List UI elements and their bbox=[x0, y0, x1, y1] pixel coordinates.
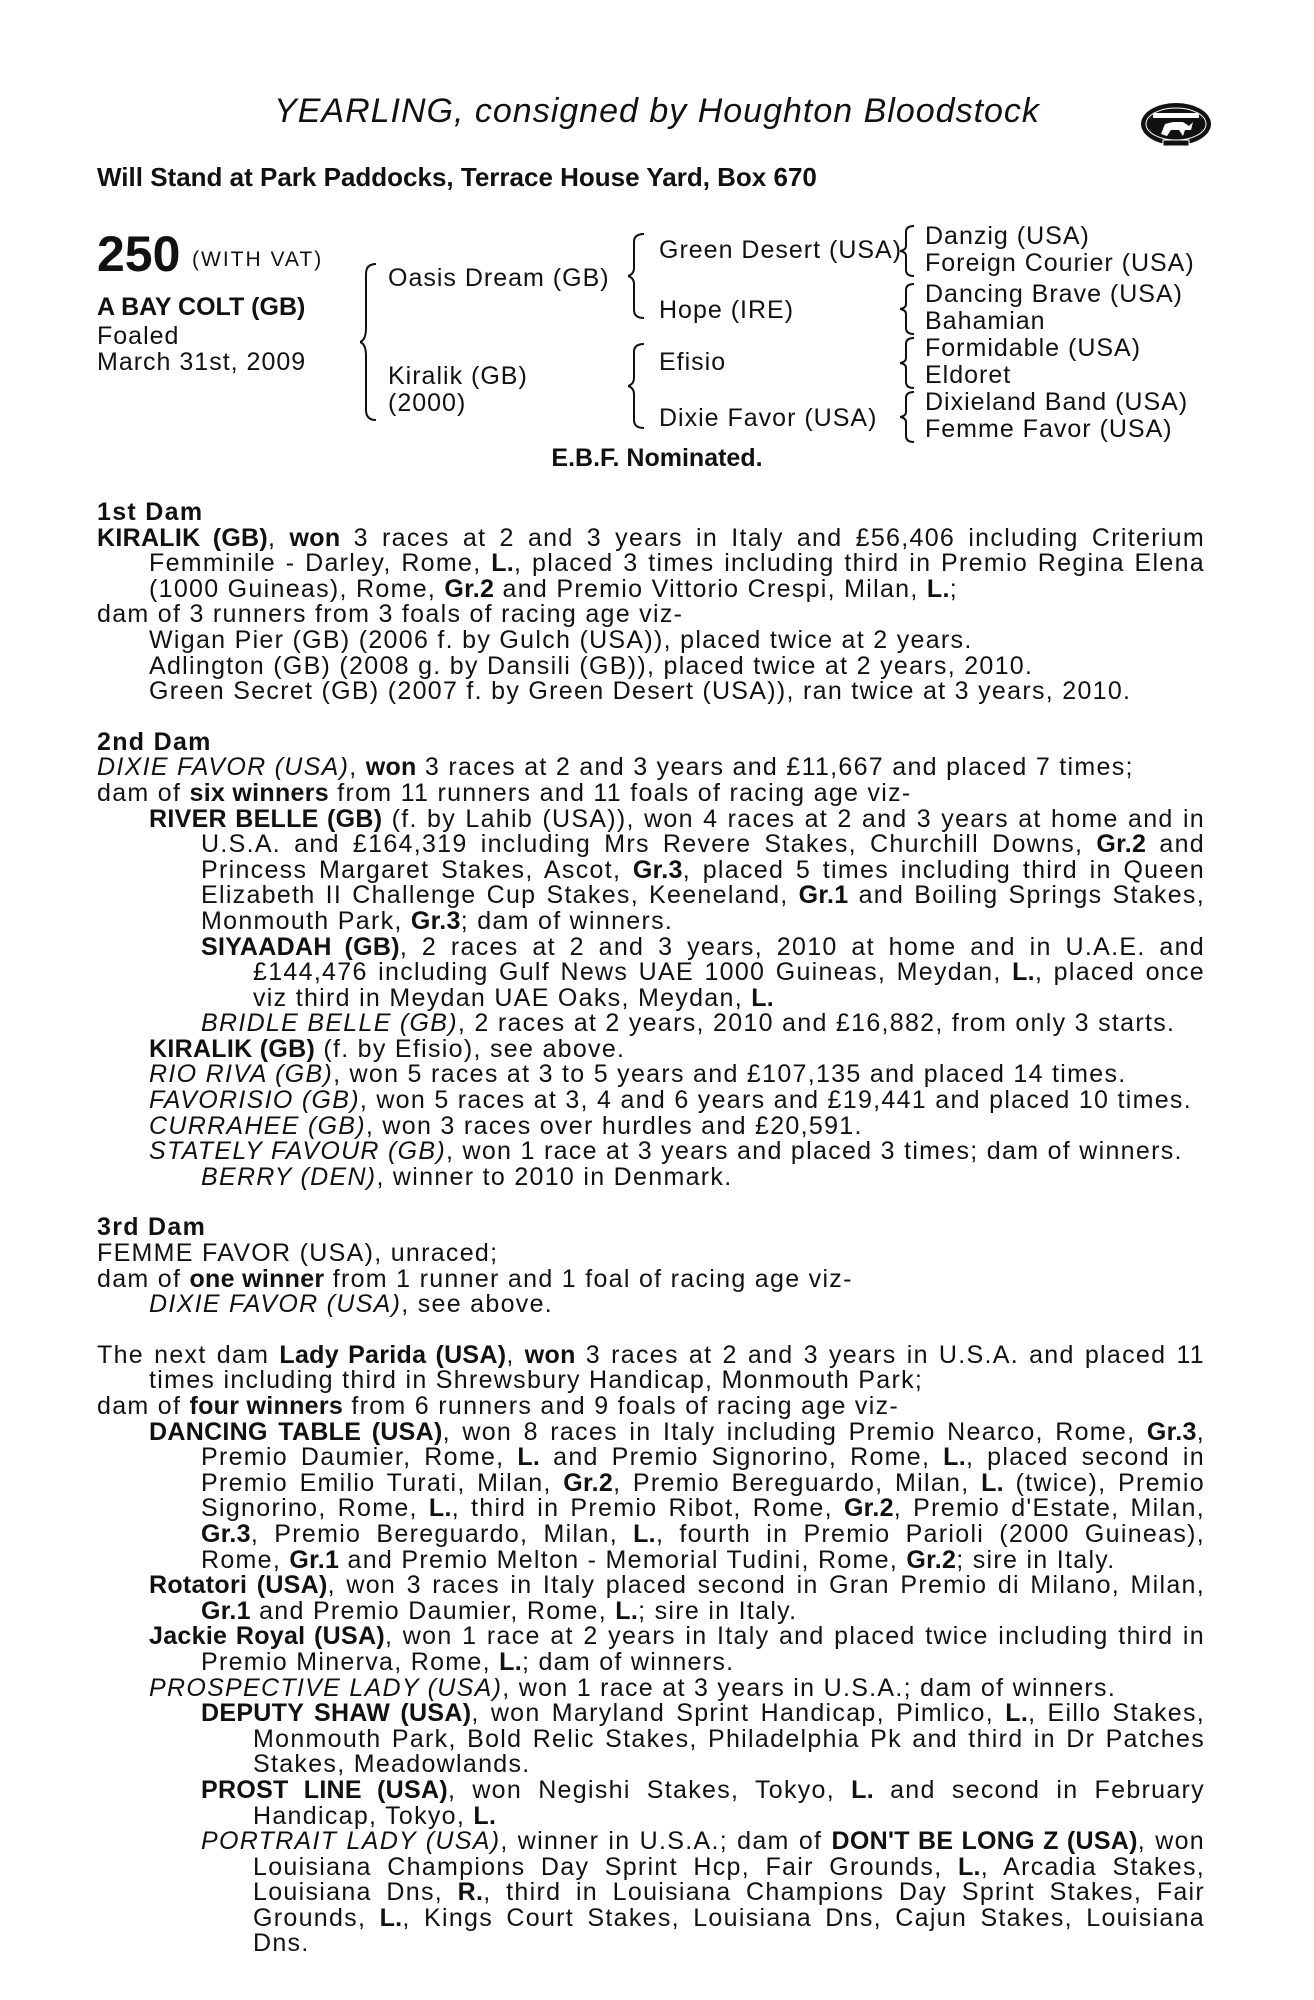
won-label: won bbox=[289, 523, 341, 552]
produce-item bbox=[97, 1292, 1205, 1318]
second-dam-title: 2nd Dam bbox=[97, 727, 212, 756]
record-text: , won 1 race at 3 years in U.S.A.; dam of winners. bbox=[502, 1673, 1117, 1702]
pedigree-dam-year: (2000) bbox=[388, 389, 467, 417]
produce-item bbox=[97, 1088, 1205, 1114]
produce-item bbox=[97, 1417, 1205, 1574]
first-dam-record: KIRALIK (GB), won 3 races at 2 and 3 years in Italy and £56,406 including Criterium Femminile - Darley, Rome, L., placed 3 times including third in Premio Regina Elena (1000 Guineas), Rome, Gr.2 and Premio Vittorio Crespi, Milan, L.; bbox=[97, 523, 1206, 603]
listed-mark: L. bbox=[957, 1852, 981, 1881]
horse-name: KIRALIK (GB) bbox=[149, 1034, 316, 1063]
catalogue-body bbox=[97, 500, 1205, 1982]
record-text: , Premio d'Estate, Milan, bbox=[893, 1494, 1205, 1523]
listed-mark: L. bbox=[473, 1801, 497, 1830]
group-mark: Gr.2 bbox=[444, 574, 495, 603]
horse-name: RIO RIVA (GB) bbox=[149, 1060, 334, 1089]
pedigree-brace-ds bbox=[900, 336, 916, 390]
produce-item bbox=[97, 1139, 1205, 1165]
record-text: dam of bbox=[97, 1392, 190, 1420]
record-text: , third in Louisiana Champions Day Sprint Stakes, Fair Grounds, bbox=[253, 1878, 1206, 1932]
record-text: ; sire in Italy. bbox=[956, 1545, 1116, 1574]
record-text: 3 races at 2 and 3 years in U.S.A. and placed 11 times including third in Shrewsbury Handicap, Monmouth Park; bbox=[149, 1340, 1206, 1395]
record-text: , won 3 races over hurdles and £20,591. bbox=[365, 1111, 863, 1140]
foaled-label: Foaled bbox=[97, 322, 180, 350]
pedigree-ddd: Femme Favor (USA) bbox=[925, 415, 1173, 443]
produce-item bbox=[97, 1701, 1205, 1778]
horse-name: DIXIE FAVOR (USA) bbox=[149, 1290, 402, 1319]
listed-mark: L. bbox=[491, 549, 515, 578]
record-text: , won Maryland Sprint Handicap, Pimlico, bbox=[471, 1699, 1006, 1728]
produce-item bbox=[97, 1673, 1205, 1702]
listed-mark: L. bbox=[379, 1903, 403, 1932]
horse-name: Jackie Royal (USA) bbox=[149, 1622, 385, 1651]
group-mark: Gr.1 bbox=[798, 881, 849, 910]
record-text: , bbox=[506, 1340, 525, 1369]
horse-name: SIYAADAH (GB) bbox=[201, 932, 400, 961]
fourth-dam-record bbox=[97, 1340, 1206, 1395]
record-text: , Arcadia Stakes, Louisiana Dns, bbox=[253, 1852, 1205, 1907]
produce-item bbox=[97, 1011, 1205, 1037]
produce-item bbox=[97, 1775, 1205, 1830]
pedigree-dsd: Eldoret bbox=[925, 361, 1012, 389]
group-mark: Gr.2 bbox=[563, 1468, 614, 1497]
produce-item bbox=[97, 1162, 1205, 1191]
horse-name: DANCING TABLE (USA) bbox=[149, 1417, 443, 1446]
second-dam-record: DIXIE FAVOR (USA), won 3 races at 2 and 3 years and £11,667 and placed 7 times; bbox=[97, 753, 1134, 782]
first-dam-title: 1st Dam bbox=[97, 498, 204, 526]
record-text: , 2 races at 2 and 3 years, 2010 at home and in U.A.E. and £144,476 including Gulf News UAE 1000 Guineas, Meydan, bbox=[253, 932, 1205, 987]
listed-mark: L. bbox=[633, 1519, 656, 1548]
third-dam-title: 3rd Dam bbox=[97, 1213, 207, 1242]
record-text: , placed 5 times including third in Queen Elizabeth II Challenge Cup Stakes, Keeneland, bbox=[201, 855, 1205, 910]
second-dam-section bbox=[97, 727, 1206, 1191]
fourth-dam-section bbox=[97, 1340, 1206, 1958]
horse-name: PORTRAIT LADY (USA) bbox=[201, 1827, 501, 1856]
record-text: from 6 runners and 9 foals of racing age viz- bbox=[343, 1392, 899, 1420]
group-mark: Gr.1 bbox=[201, 1596, 251, 1625]
listed-mark: L. bbox=[851, 1775, 874, 1804]
pedigree-sire-sire: Green Desert (USA) bbox=[659, 236, 903, 264]
pedigree-sire: Oasis Dream (GB) bbox=[388, 264, 610, 292]
foaled-date: March 31st, 2009 bbox=[97, 348, 307, 376]
record-text: , Premio Bereguardo, Milan, bbox=[613, 1468, 982, 1497]
pedigree-sdd: Bahamian bbox=[925, 307, 1046, 335]
pedigree-brace-dam bbox=[628, 342, 646, 430]
pedigree-dam-dam: Dixie Favor (USA) bbox=[659, 404, 878, 432]
produce-item bbox=[97, 1624, 1205, 1675]
restricted-mark: R. bbox=[457, 1878, 484, 1907]
dam-of-line bbox=[97, 778, 1205, 807]
ebf-nominated: E.B.F. Nominated. bbox=[551, 444, 763, 472]
horse-name: DON'T BE LONG Z (USA) bbox=[831, 1827, 1138, 1856]
listed-mark: L. bbox=[1012, 958, 1035, 987]
pedigree-ssd: Foreign Courier (USA) bbox=[925, 249, 1195, 277]
stand-location: Will Stand at Park Paddocks, Terrace House Yard, Box 670 bbox=[97, 162, 817, 192]
record-text: , Premio Daumier, Rome, bbox=[201, 1417, 1205, 1472]
record-text: , won 8 races in Italy including Premio Nearco, Rome, bbox=[442, 1417, 1147, 1446]
third-dam-section bbox=[97, 1215, 1205, 1317]
lot-number: 250 bbox=[97, 226, 181, 282]
produce-item bbox=[97, 1034, 1205, 1063]
record-text: ; sire in Italy. bbox=[638, 1596, 798, 1625]
record-text: and Premio Signorino, Rome, bbox=[540, 1443, 944, 1472]
record-text: from 1 runner and 1 foal of racing age viz- bbox=[324, 1264, 853, 1293]
listed-mark: L. bbox=[499, 1647, 522, 1676]
listed-mark: L. bbox=[1005, 1699, 1029, 1728]
dam-of-line bbox=[97, 1264, 1205, 1293]
group-mark: Gr.2 bbox=[1096, 830, 1147, 859]
record-text: The next dam bbox=[97, 1340, 280, 1369]
record-text: and Boiling Springs Stakes, Monmouth Park, bbox=[201, 881, 1205, 935]
listed-mark: L. bbox=[981, 1468, 1004, 1497]
record-text: , Premio Bereguardo, Milan, bbox=[250, 1519, 634, 1548]
pedigree-sds: Dancing Brave (USA) bbox=[925, 280, 1183, 308]
listed-mark: L. bbox=[428, 1494, 452, 1523]
lot-title: A BAY COLT (GB) bbox=[97, 293, 306, 321]
pedigree-dds: Dixieland Band (USA) bbox=[925, 388, 1189, 416]
record-text: ; bbox=[949, 574, 958, 603]
produce-item bbox=[97, 1062, 1205, 1088]
record-text: , Eillo Stakes, Monmouth Park, Bold Relic Stakes, Philadelphia Pk and third in Dr Patches Stakes, Meadowlands. bbox=[253, 1699, 1205, 1779]
pedigree-sire-dam: Hope (IRE) bbox=[659, 296, 795, 324]
listed-mark: L. bbox=[751, 983, 775, 1012]
dam-of-line bbox=[97, 1394, 1205, 1420]
yearling-bonus-logo bbox=[1139, 100, 1213, 150]
record-text: 3 races at 2 and 3 years in Italy and £56,406 including Criterium Femminile - Darley, Rome, bbox=[149, 523, 1206, 578]
group-mark: Gr.1 bbox=[289, 1545, 340, 1574]
third-dam-record: FEMME FAVOR (USA), unraced; bbox=[97, 1239, 499, 1268]
record-text: (f. by Lahib (USA)), won 4 races at 2 and 3 years at home and in U.S.A. and £164,319 including Mrs Revere Stakes, Churchill Downs, bbox=[201, 804, 1206, 859]
record-text: , placed once viz third in Meydan UAE Oaks, Meydan, bbox=[253, 958, 1205, 1012]
record-text: , winner to 2010 in Denmark. bbox=[376, 1162, 733, 1191]
horse-name: PROSPECTIVE LADY (USA) bbox=[149, 1673, 503, 1702]
listed-mark: L. bbox=[615, 1596, 639, 1625]
horse-name: CURRAHEE (GB) bbox=[149, 1111, 366, 1140]
record-text: , see above. bbox=[401, 1290, 554, 1319]
record-text: , won 1 race at 3 years and placed 3 times; dam of winners. bbox=[446, 1137, 1183, 1166]
record-text: and Premio Melton - Memorial Tudini, Rome, bbox=[339, 1545, 907, 1574]
record-text: , won 1 race at 2 years in Italy and placed twice including third in Premio Minerva, Rome, bbox=[201, 1622, 1205, 1676]
produce-item bbox=[97, 804, 1206, 935]
pedigree-brace-main bbox=[360, 262, 378, 422]
listed-mark: L. bbox=[517, 1443, 541, 1472]
produce-item bbox=[97, 1573, 1205, 1624]
first-dam-section bbox=[97, 500, 1205, 705]
record-text: , third in Premio Ribot, Rome, bbox=[451, 1494, 844, 1523]
record-text: , won Louisiana Champions Day Sprint Hcp, Fair Grounds, bbox=[253, 1827, 1205, 1881]
group-mark: Gr.3 bbox=[632, 855, 683, 884]
produce-item bbox=[97, 932, 1205, 1012]
record-text: 3 races at 2 and 3 years and £11,667 and placed 7 times; bbox=[416, 753, 1134, 782]
horse-name: RIVER BELLE (GB) bbox=[149, 804, 383, 833]
group-mark: Gr.3 bbox=[1146, 1417, 1197, 1446]
produce-item: Green Secret (GB) (2007 f. by Green Desert (USA)), ran twice at 3 years, 2010. bbox=[149, 677, 1132, 706]
dam-name: KIRALIK (GB) bbox=[97, 523, 269, 552]
record-text: from 11 runners and 11 foals of racing age viz- bbox=[328, 778, 912, 807]
record-text: , won 5 races at 3, 4 and 6 years and £19,441 and placed 10 times. bbox=[359, 1086, 1192, 1115]
pedigree-brace-sd bbox=[900, 282, 916, 336]
pedigree-dss: Formidable (USA) bbox=[925, 334, 1142, 362]
winners-count: four winners bbox=[189, 1392, 344, 1420]
record-text: , won 5 races at 3 to 5 years and £107,135 and placed 14 times. bbox=[333, 1060, 1127, 1089]
horse-name: BERRY (DEN) bbox=[201, 1162, 377, 1191]
record-text: , won Negishi Stakes, Tokyo, bbox=[447, 1775, 852, 1804]
record-text: dam of bbox=[97, 778, 190, 807]
pedigree-dam-sire: Efisio bbox=[659, 348, 727, 376]
produce-item: Wigan Pier (GB) (2006 f. by Gulch (USA)), placed twice at 2 years. bbox=[149, 625, 973, 654]
record-text: , placed 3 times including third in Premio Regina Elena (1000 Guineas), Rome, bbox=[149, 549, 1205, 603]
record-text: ; dam of winners. bbox=[521, 1647, 735, 1676]
produce-item bbox=[97, 1829, 1205, 1957]
listed-mark: L. bbox=[926, 574, 950, 603]
horse-name: Rotatori (USA) bbox=[149, 1571, 328, 1600]
group-mark: Gr.3 bbox=[410, 906, 461, 935]
pedigree-brace-dd bbox=[900, 390, 916, 444]
record-text: (twice), Premio Signorino, Rome, bbox=[201, 1468, 1205, 1523]
horse-name: PROST LINE (USA) bbox=[201, 1775, 448, 1804]
record-text: and Premio Daumier, Rome, bbox=[250, 1596, 616, 1625]
horse-name: FAVORISIO (GB) bbox=[149, 1086, 360, 1115]
pedigree-sss: Danzig (USA) bbox=[925, 222, 1090, 250]
record-text: , 2 races at 2 years, 2010 and £16,882, from only 3 starts. bbox=[457, 1009, 1176, 1038]
page-title: YEARLING, consigned by Houghton Bloodstock bbox=[274, 92, 1040, 130]
record-text: , Kings Court Stakes, Louisiana Dns, Cajun Stakes, Louisiana Dns. bbox=[253, 1903, 1205, 1958]
record-text: ; dam of winners. bbox=[460, 906, 674, 935]
record-text: and Princess Margaret Stakes, Ascot, bbox=[201, 830, 1206, 884]
group-mark: Gr.3 bbox=[201, 1519, 251, 1548]
winners-count: six winners bbox=[189, 778, 329, 807]
produce-item: Adlington (GB) (2008 g. by Dansili (GB)), placed twice at 2 years, 2010. bbox=[149, 651, 1034, 680]
dam-name: DIXIE FAVOR (USA) bbox=[97, 753, 350, 782]
horse-name: STATELY FAVOUR (GB) bbox=[149, 1137, 446, 1166]
vat-note: (WITH VAT) bbox=[192, 248, 324, 271]
record-text: dam of bbox=[97, 1264, 190, 1293]
record-text: , fourth in Premio Parioli (2000 Guineas), Rome, bbox=[201, 1519, 1205, 1574]
produce-item bbox=[97, 1111, 1205, 1140]
record-text: , won 3 races in Italy placed second in Gran Premio di Milano, Milan, bbox=[327, 1571, 1206, 1600]
won-label: won bbox=[524, 1340, 576, 1369]
pedigree-brace-sire bbox=[628, 232, 646, 320]
record-text: (f. by Efisio), see above. bbox=[315, 1034, 626, 1063]
horse-name: BRIDLE BELLE (GB) bbox=[201, 1009, 458, 1038]
group-mark: Gr.2 bbox=[906, 1545, 957, 1574]
pedigree-dam: Kiralik (GB) bbox=[388, 362, 528, 390]
record-text: , placed second in Premio Emilio Turati, Milan, bbox=[201, 1443, 1205, 1497]
pedigree-brace-ss bbox=[900, 224, 916, 278]
won-label: won bbox=[365, 753, 417, 782]
horse-name: DEPUTY SHAW (USA) bbox=[201, 1699, 472, 1728]
record-text: , winner in U.S.A.; dam of bbox=[500, 1827, 832, 1856]
group-mark: Gr.2 bbox=[843, 1494, 894, 1523]
winners-count: one winner bbox=[189, 1264, 325, 1293]
listed-mark: L. bbox=[943, 1443, 966, 1472]
dam-name: Lady Parida (USA) bbox=[279, 1340, 507, 1369]
dam-of-line: dam of 3 runners from 3 foals of racing age viz- bbox=[97, 600, 684, 629]
record-text: and Premio Vittorio Crespi, Milan, bbox=[494, 574, 927, 603]
record-text: and second in February Handicap, Tokyo, bbox=[253, 1775, 1205, 1830]
